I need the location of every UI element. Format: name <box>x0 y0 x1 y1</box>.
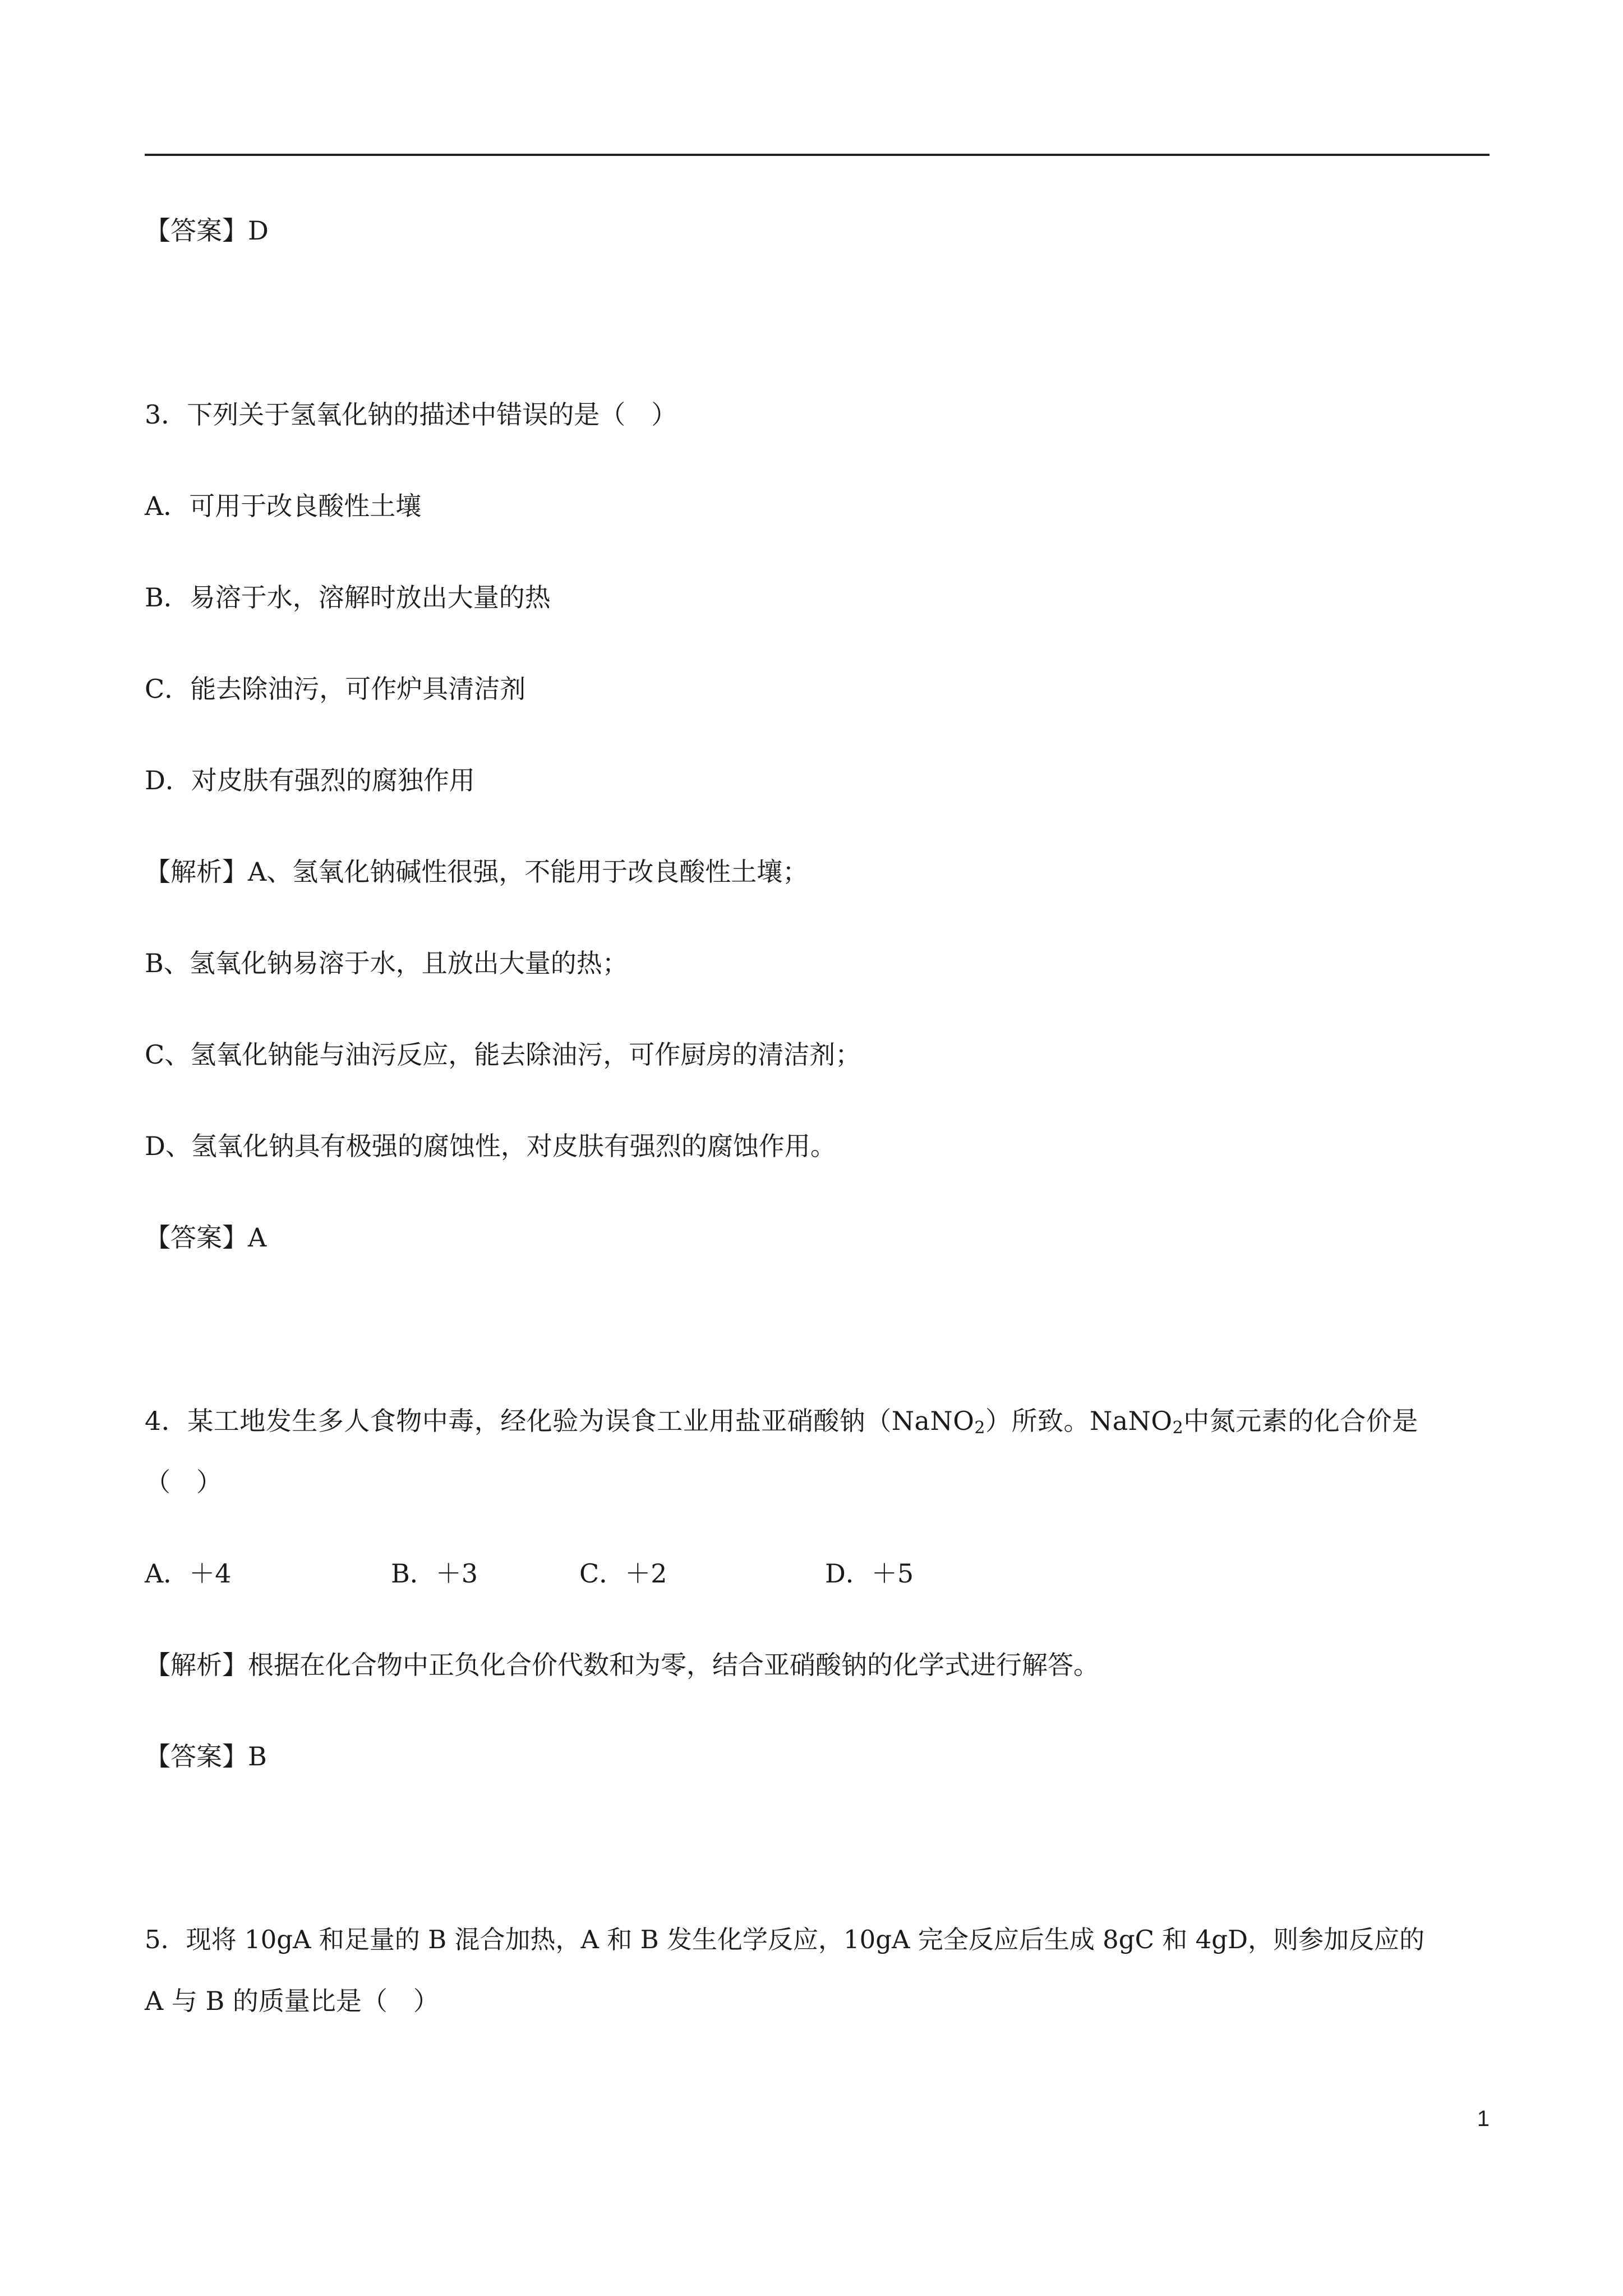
header-rule <box>145 154 1490 156</box>
question-3-option-d: D．对皮肤有强烈的腐独作用 <box>145 765 475 795</box>
page-number: 1 <box>1477 2106 1490 2131</box>
question-4-option-a: A．＋4 <box>145 1558 232 1589</box>
question-4-stem <box>145 1404 1418 1438</box>
question-3-explanation-d: D、氢氧化钠具有极强的腐蚀性，对皮肤有强烈的腐蚀作用。 <box>145 1131 836 1161</box>
answer-q3: 【答案】A <box>145 1222 267 1253</box>
question-3-explanation-a: 【解析】A、氢氧化钠碱性很强，不能用于改良酸性土壤； <box>145 857 809 887</box>
question-3-explanation-b: B、氢氧化钠易溶于水，且放出大量的热； <box>145 948 628 978</box>
answer-q4: 【答案】B <box>145 1741 267 1772</box>
question-4-stem-line2: （ ） <box>145 1467 222 1497</box>
question-4-stem-part1: 4．某工地发生多人食物中毒，经化验为误食工业用盐亚硝酸钠（NaNO <box>145 1406 975 1436</box>
question-3-option-b: B．易溶于水，溶解时放出大量的热 <box>145 582 551 613</box>
question-3-option-c: C．能去除油污，可作炉具清洁剂 <box>145 674 526 704</box>
formula-subscript: 2 <box>974 1418 985 1438</box>
question-4-stem-part2: ）所致。NaNO <box>985 1406 1173 1436</box>
question-4-option-d: D．＋5 <box>825 1558 914 1589</box>
question-3-stem: 3．下列关于氢氧化钠的描述中错误的是（ ） <box>145 399 677 430</box>
question-5-stem-line2: A 与 B 的质量比是（ ） <box>145 1986 439 2016</box>
question-3-explanation-c: C、氢氧化钠能与油污反应，能去除油污，可作厨房的清洁剂； <box>145 1039 861 1070</box>
formula-subscript: 2 <box>1172 1418 1184 1438</box>
question-5-stem: 5．现将 10gA 和足量的 B 混合加热，A 和 B 发生化学反应，10gA 完全反应后生成 8gC 和 4gD，则参加反应的 <box>145 1925 1425 1954</box>
question-4-option-b: B．＋3 <box>391 1558 478 1589</box>
question-4-option-c: C．＋2 <box>579 1558 667 1589</box>
question-4-explanation: 【解析】根据在化合物中正负化合价代数和为零，结合亚硝酸钠的化学式进行解答。 <box>145 1650 1099 1680</box>
question-3-option-a: A．可用于改良酸性土壤 <box>145 491 422 521</box>
answer-q2: 【答案】D <box>145 215 269 246</box>
question-4-stem-part3: 中氮元素的化合价是 <box>1183 1406 1418 1436</box>
